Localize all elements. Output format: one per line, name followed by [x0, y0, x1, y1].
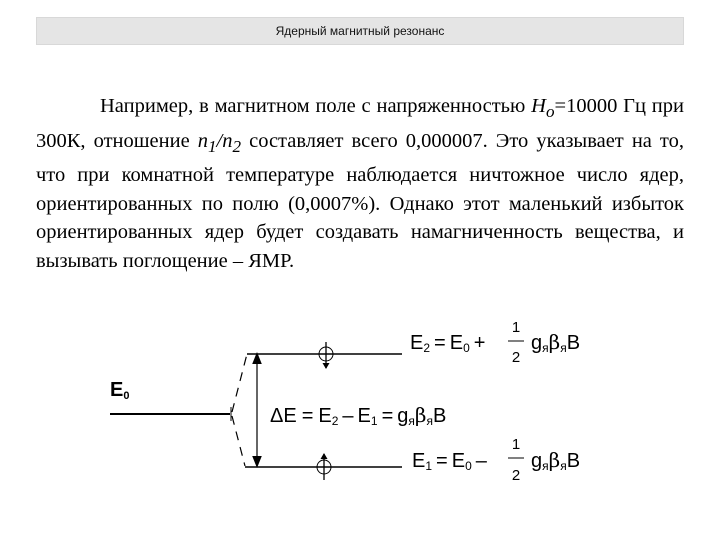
- svg-text:gяβяB: gяβяB: [531, 330, 581, 355]
- svg-text:2: 2: [511, 349, 521, 366]
- svg-text:1: 1: [511, 319, 521, 336]
- spin-down-icon: [319, 342, 333, 369]
- paragraph-text-3: составляет всего 0,000007. Это указывает на то, что при комнатной температуре наблюдается ничтожное число ядер, ориентированных по полю (0,0007%). Однако этот маленький избыток ориентированных ядер будет создавать намагниченность вещества, и вызывать поглощение – ЯМР.: [36, 129, 684, 272]
- e2-equation: [410, 319, 580, 366]
- ratio-slash: /: [216, 129, 223, 152]
- ratio-n2-sub: 2: [232, 136, 242, 156]
- e0-label: E0: [110, 379, 130, 402]
- svg-text:E2=E0+: E2 = E0 +: [410, 332, 486, 355]
- delta-e-equation: [270, 403, 446, 428]
- svg-text:E1=E0–: E1 = E0 –: [412, 450, 487, 473]
- svg-text:gяβяB: gяβяB: [531, 448, 581, 473]
- svg-text:ΔE=E2–E1=gяβяB: ΔE = E2 – E1 = gяβяB: [270, 403, 447, 428]
- svg-text:2: 2: [511, 467, 521, 484]
- split-connector-lower: [232, 416, 245, 466]
- field-symbol-h: H: [531, 95, 546, 117]
- ratio-n2: n: [222, 129, 233, 152]
- svg-text:1: 1: [511, 436, 521, 453]
- paragraph-text-1: Например, в магнитном поле с напряженностью: [100, 95, 526, 117]
- field-symbol-h-sub: o: [545, 102, 555, 122]
- slide-title: Ядерный магнитный резонанс: [275, 24, 445, 38]
- split-connector-upper: [232, 354, 247, 412]
- ratio-n1: n: [197, 129, 208, 152]
- paragraph-text-2: =10000 Гц при 300К, отношение: [36, 95, 684, 152]
- e1-equation: [412, 436, 580, 484]
- ratio-n1-sub: 1: [208, 136, 217, 156]
